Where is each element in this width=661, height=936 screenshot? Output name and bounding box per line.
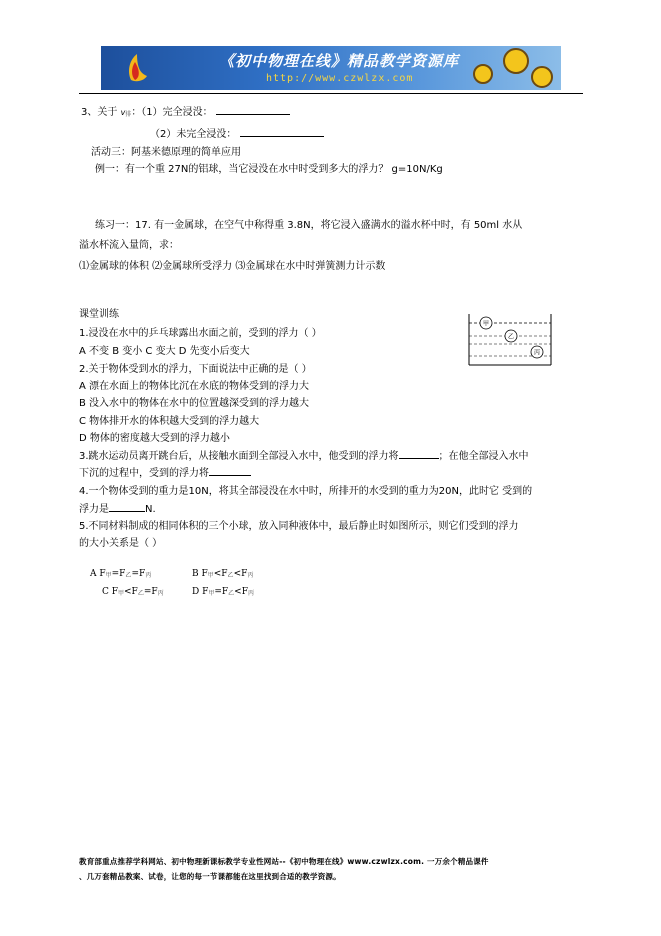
q3-line1 [81, 103, 290, 118]
option-sub: 甲 [207, 572, 214, 579]
training-q3-line1 [79, 447, 529, 462]
footer-line1: 教育部重点推荐学科网站、初中物理新课标教学专业性网站--《初中物理在线》www.czwlzx.com. 一万余个精品课件 [79, 857, 489, 866]
training-q4-line1: 4.一个物体受到的重力是10N，将其全部浸没在水中时，所排开的水受到的重力为20N，此时它 受到的 [79, 486, 533, 497]
q3-item1: ：（1）完全浸没： [131, 107, 213, 118]
practice1-line3: ⑴金属球的体积 ⑵金属球所受浮力 ⑶金属球在水中时弹簧测力计示数 [79, 261, 386, 272]
option-text: D F [192, 587, 209, 597]
option-sub: 乙 [125, 572, 132, 579]
site-logo-icon [125, 52, 149, 84]
ball-label-2: 乙 [507, 333, 515, 341]
banner-url: http://www.czwlzx.com [266, 73, 414, 84]
ball-label-3: 丙 [533, 349, 541, 357]
training-q3-text-a: 3.跳水运动员离开跳台后，从接触水面到全部浸入水中，他受到的浮力将 [79, 451, 399, 462]
activity3-example: 例一：有一个重 27N的铝球，当它浸没在水中时受到多大的浮力？ g=10N/Kg [95, 164, 443, 175]
q5-option-d [192, 587, 254, 597]
sunflower-icon [531, 66, 553, 88]
training-q2-option-d: D 物体的密度越大受到的浮力越小 [79, 433, 230, 444]
training-q3-text-b: ；在他全部浸入水中 [438, 451, 529, 462]
training-q2-option-a: A 漂在水面上的物体比沉在水底的物体受到的浮力大 [79, 381, 310, 392]
training-q3-text-c: 下沉的过程中，受到的浮力将 [79, 468, 209, 479]
sunflower-icon [473, 64, 493, 84]
option-text: <F [213, 569, 228, 579]
option-text: =F [111, 569, 126, 579]
training-q1: 1.浸没在水中的乒乓球露出水面之前，受到的浮力（ ） [79, 328, 322, 339]
answer-blank[interactable] [109, 511, 145, 512]
training-q1-options: A 不变 B 变小 C 变大 D 先变小后变大 [79, 346, 250, 357]
footer-line2: 、几万套精品教案、试卷，让您的每一节课都能在这里找到合适的教学资源。 [79, 872, 341, 881]
q3-subscript: 排 [125, 111, 132, 118]
option-sub: 丙 [157, 590, 164, 597]
practice1-line1: 练习一：17. 有一金属球，在空气中称得重 3.8N，将它浸入盛满水的溢水杯中时，有 50ml 水从 [95, 220, 523, 231]
training-heading: 课堂训练 [79, 309, 119, 320]
option-text: <F [234, 587, 248, 597]
q3-item2: （2）未完全浸没： [150, 129, 237, 140]
option-sub: 乙 [227, 572, 234, 579]
answer-blank[interactable] [209, 475, 251, 476]
option-text: <F [124, 587, 138, 597]
training-q2: 2.关于物体受到水的浮力，下面说法中正确的是（ ） [79, 364, 312, 375]
option-text: A F [90, 569, 106, 579]
sunflower-icon [503, 48, 529, 74]
option-text: =F [143, 587, 158, 597]
container-diagram-icon [468, 314, 552, 366]
q5-option-c [102, 587, 164, 597]
ball-label-1: 甲 [482, 320, 490, 328]
option-sub: 丙 [247, 590, 254, 597]
header-banner [101, 46, 561, 90]
option-text: C F [102, 587, 118, 597]
option-sub: 甲 [118, 590, 125, 597]
q3-label: 3、关于 [81, 107, 118, 118]
option-sub: 乙 [137, 590, 144, 597]
header-rule [79, 93, 583, 94]
training-q5-line1: 5.不同材料制成的相同体积的三个小球，放入同种液体中，最后静止时如图所示，则它们受到的浮力 [79, 521, 519, 532]
answer-blank[interactable] [240, 136, 324, 137]
q3-symbol: v [120, 108, 126, 117]
training-q4-unit: N. [145, 504, 156, 515]
training-q5-line2: 的大小关系是（ ） [79, 538, 163, 549]
option-text: B F [192, 569, 208, 579]
option-text: <F [233, 569, 248, 579]
answer-blank[interactable] [399, 458, 439, 459]
option-text: =F [214, 587, 229, 597]
q5-option-a [90, 569, 151, 579]
answer-blank[interactable] [216, 114, 290, 115]
q3-line2 [150, 125, 324, 140]
balls-in-liquid-figure [468, 314, 552, 366]
practice1-line2: 溢水杯流入量筒，求： [79, 240, 179, 251]
option-text: =F [131, 569, 146, 579]
option-sub: 丙 [247, 572, 254, 579]
banner-title: 《初中物理在线》精品教学资源库 [219, 52, 460, 70]
option-sub: 甲 [105, 572, 112, 579]
training-q2-option-b: B 没入水中的物体在水中的位置越深受到的浮力越大 [79, 398, 310, 409]
training-q2-option-c: C 物体排开水的体积越大受到的浮力越大 [79, 416, 260, 427]
q5-option-b [192, 569, 253, 579]
option-sub: 甲 [208, 590, 215, 597]
training-q3-line2 [79, 464, 251, 479]
option-sub: 丙 [145, 572, 152, 579]
activity3-heading: 活动三：阿基米德原理的简单应用 [91, 147, 241, 158]
training-q4-text-b: 浮力是 [79, 504, 109, 515]
option-sub: 乙 [228, 590, 235, 597]
training-q4-line2 [79, 500, 156, 515]
